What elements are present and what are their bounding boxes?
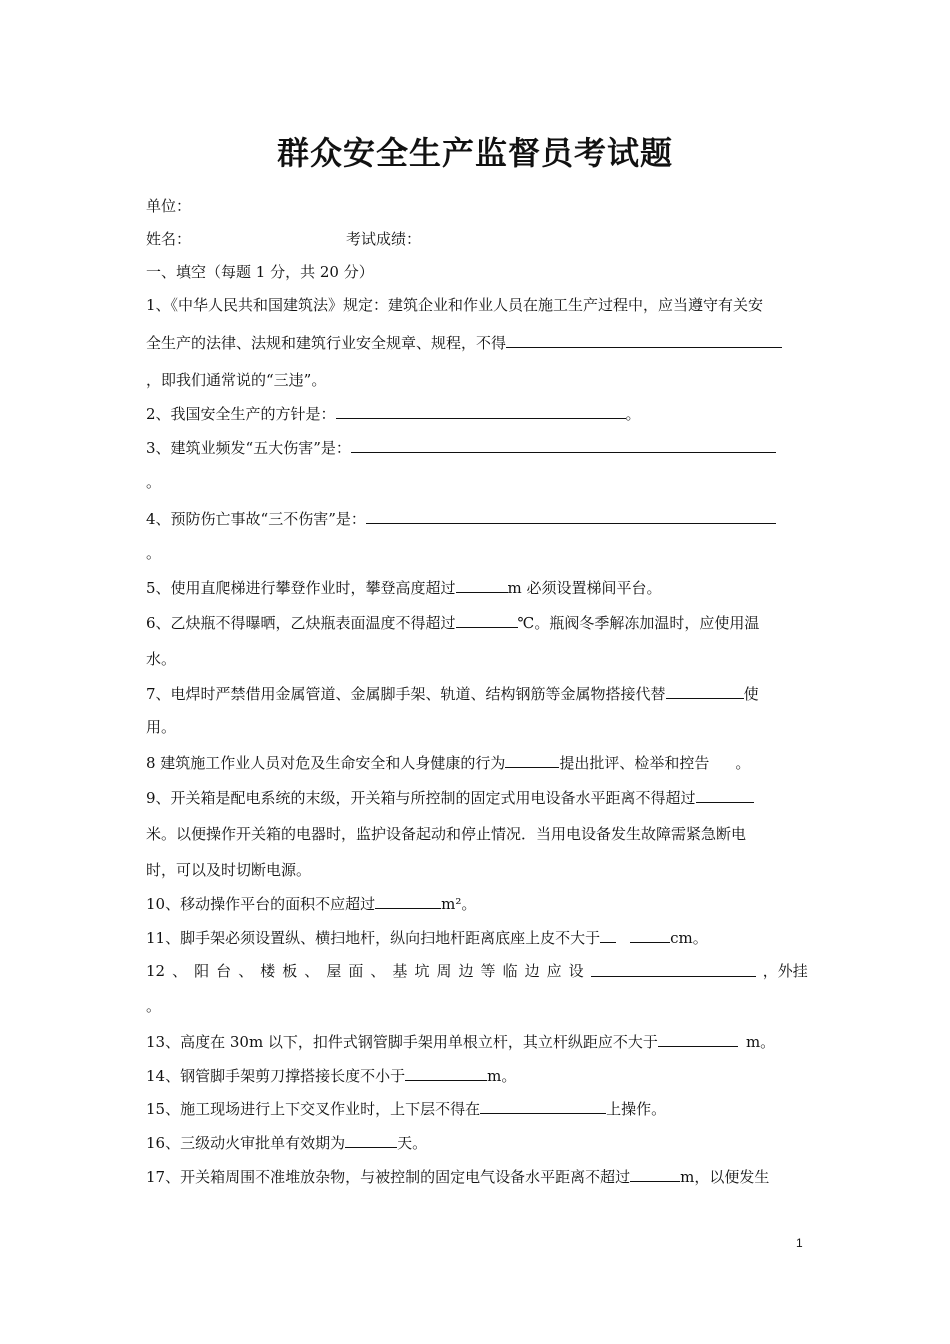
question-2 — [146, 402, 808, 425]
q12-char: 临 — [502, 962, 518, 980]
answer-blank-5[interactable] — [456, 576, 508, 593]
question-1-line-2 — [146, 331, 808, 354]
question-17-cont: m，以便发生 — [680, 1168, 770, 1186]
question-4-end: 。 — [146, 544, 162, 562]
question-6-text: 6、乙炔瓶不得曝晒，乙炔瓶表面温度不得超过 — [146, 614, 456, 632]
answer-blank-6[interactable] — [456, 611, 518, 628]
q12-char: 、 — [370, 962, 386, 980]
question-8 — [146, 751, 808, 774]
question-5 — [146, 576, 808, 599]
q12-char: 楼 — [260, 962, 276, 980]
answer-blank-7[interactable] — [666, 682, 744, 699]
q12-char: 边 — [458, 962, 474, 980]
q12-char: 坑 — [414, 962, 430, 980]
question-4 — [146, 507, 808, 530]
question-8-text: 8 建筑施工作业人员对危及生命安全和人身健康的行为 — [146, 754, 506, 772]
section-heading: 一、填空（每题 1 分，共 20 分） — [146, 263, 374, 281]
question-12-line-2: 。 — [146, 997, 162, 1015]
q12-char: 基 — [392, 962, 408, 980]
question-1-text: 全生产的法律、法规和建筑行业安全规章、规程，不得 — [146, 334, 507, 352]
question-2-text: 2、我国安全生产的方针是： — [146, 405, 336, 423]
q12-char: 应 — [546, 962, 562, 980]
question-8-cont: 提出批评、检举和控告 — [559, 754, 710, 772]
answer-blank-12[interactable] — [591, 960, 756, 977]
question-6 — [146, 611, 808, 634]
page-title: 群众安全生产监督员考试题 — [276, 134, 673, 172]
name-label: 姓名： — [146, 230, 192, 248]
q12-char: 屋 — [326, 962, 342, 980]
answer-blank-2[interactable] — [336, 402, 626, 419]
answer-blank-10[interactable] — [375, 892, 441, 909]
q12-char: 、 — [172, 962, 188, 980]
question-7 — [146, 682, 808, 705]
question-12-cont: ，外挂 — [762, 962, 808, 980]
q12-char: 、 — [238, 962, 254, 980]
question-14-end: m。 — [487, 1067, 517, 1085]
q12-char: 等 — [480, 962, 496, 980]
answer-blank-14[interactable] — [405, 1064, 487, 1081]
answer-blank-1[interactable] — [506, 331, 782, 348]
question-16 — [146, 1131, 808, 1154]
question-10-text: 10、移动操作平台的面积不应超过 — [146, 895, 376, 913]
question-14-text: 14、钢管脚手架剪刀撑搭接长度不小于 — [146, 1067, 406, 1085]
q12-char: 阳 — [194, 962, 210, 980]
answer-blank-9[interactable] — [696, 786, 754, 803]
question-12-spread — [146, 960, 808, 982]
question-9-text: 9、开关箱是配电系统的末级，开关箱与所控制的固定式用电设备水平距离不得超过 — [146, 789, 696, 807]
q12-char: 板 — [282, 962, 298, 980]
answer-blank-4[interactable] — [366, 507, 776, 524]
page-number: 1 — [796, 1236, 803, 1250]
question-5-end: m 必须设置梯间平台。 — [507, 579, 662, 597]
question-7-cont: 使 — [743, 685, 759, 703]
question-16-text: 16、三级动火审批单有效期为 — [146, 1134, 346, 1152]
question-17 — [146, 1165, 808, 1188]
answer-blank-11b[interactable] — [630, 926, 670, 943]
question-15 — [146, 1097, 808, 1120]
question-11 — [146, 926, 808, 949]
question-17-text: 17、开关箱周围不准堆放杂物，与被控制的固定电气设备水平距离不超过 — [146, 1168, 631, 1186]
question-16-end: 天。 — [397, 1134, 428, 1152]
answer-blank-8[interactable] — [505, 751, 559, 768]
question-11-text: 11、脚手架必须设置纵、横扫地杆，纵向扫地杆距离底座上皮不大于 — [146, 929, 601, 947]
question-8-end: 。 — [735, 754, 751, 772]
q12-char: 面 — [348, 962, 364, 980]
score-label: 考试成绩： — [346, 230, 422, 248]
q12-char: 边 — [524, 962, 540, 980]
answer-blank-15[interactable] — [480, 1097, 606, 1114]
question-9-line-3: 时，可以及时切断电源。 — [146, 861, 312, 879]
question-9 — [146, 786, 808, 809]
question-12 — [146, 960, 808, 982]
question-7-text: 7、电焊时严禁借用金属管道、金属脚手架、轨道、结构钢筋等金属物搭接代替 — [146, 685, 666, 703]
question-2-end: 。 — [625, 405, 641, 423]
question-13-text: 13、高度在 30m 以下，扣件式钢管脚手架用单根立杆，其立杆纵距应不大于 — [146, 1033, 658, 1051]
question-7-line-2: 用。 — [146, 718, 177, 736]
q12-char: 、 — [304, 962, 320, 980]
question-13-end: m。 — [745, 1033, 776, 1051]
question-5-text: 5、使用直爬梯进行攀登作业时，攀登高度超过 — [146, 579, 456, 597]
answer-blank-16[interactable] — [345, 1131, 397, 1148]
question-13 — [146, 1030, 808, 1053]
question-4-text: 4、预防伤亡事故“三不伤害”是： — [146, 510, 366, 528]
question-6-line-2: 水。 — [146, 650, 177, 668]
answer-blank-17[interactable] — [630, 1165, 680, 1182]
question-9-line-2: 米。以便操作开关箱的电器时，监护设备起动和停止情况．当用电设备发生故障需紧急断电 — [146, 825, 747, 843]
question-10-end: m²。 — [441, 895, 477, 913]
question-15-text: 15、施工现场进行上下交叉作业时，上下层不得在 — [146, 1100, 481, 1118]
answer-blank-3[interactable] — [351, 436, 776, 453]
answer-blank-13[interactable] — [658, 1030, 738, 1047]
question-14 — [146, 1064, 808, 1087]
q12-char: 设 — [568, 962, 584, 980]
answer-blank-11a[interactable] — [600, 926, 616, 943]
question-3 — [146, 436, 808, 459]
question-3-text: 3、建筑业频发“五大伤害”是： — [146, 439, 351, 457]
q12-char: 12 — [146, 962, 166, 980]
unit-label: 单位： — [146, 197, 192, 215]
question-1-line-1: 1、《中华人民共和国建筑法》规定：建筑企业和作业人员在施工生产过程中，应当遵守有关安 — [146, 296, 764, 314]
q12-char: 周 — [436, 962, 452, 980]
name-score-row — [146, 228, 808, 250]
question-1-line-3: ，即我们通常说的“三违”。 — [146, 371, 327, 389]
question-11-end: cm。 — [670, 929, 708, 947]
q12-char: 台 — [216, 962, 232, 980]
question-3-end: 。 — [146, 473, 162, 491]
question-6-cont: ℃。瓶阀冬季解冻加温时，应使用温 — [517, 614, 760, 632]
question-15-end: 上操作。 — [606, 1100, 667, 1118]
question-10 — [146, 892, 808, 915]
